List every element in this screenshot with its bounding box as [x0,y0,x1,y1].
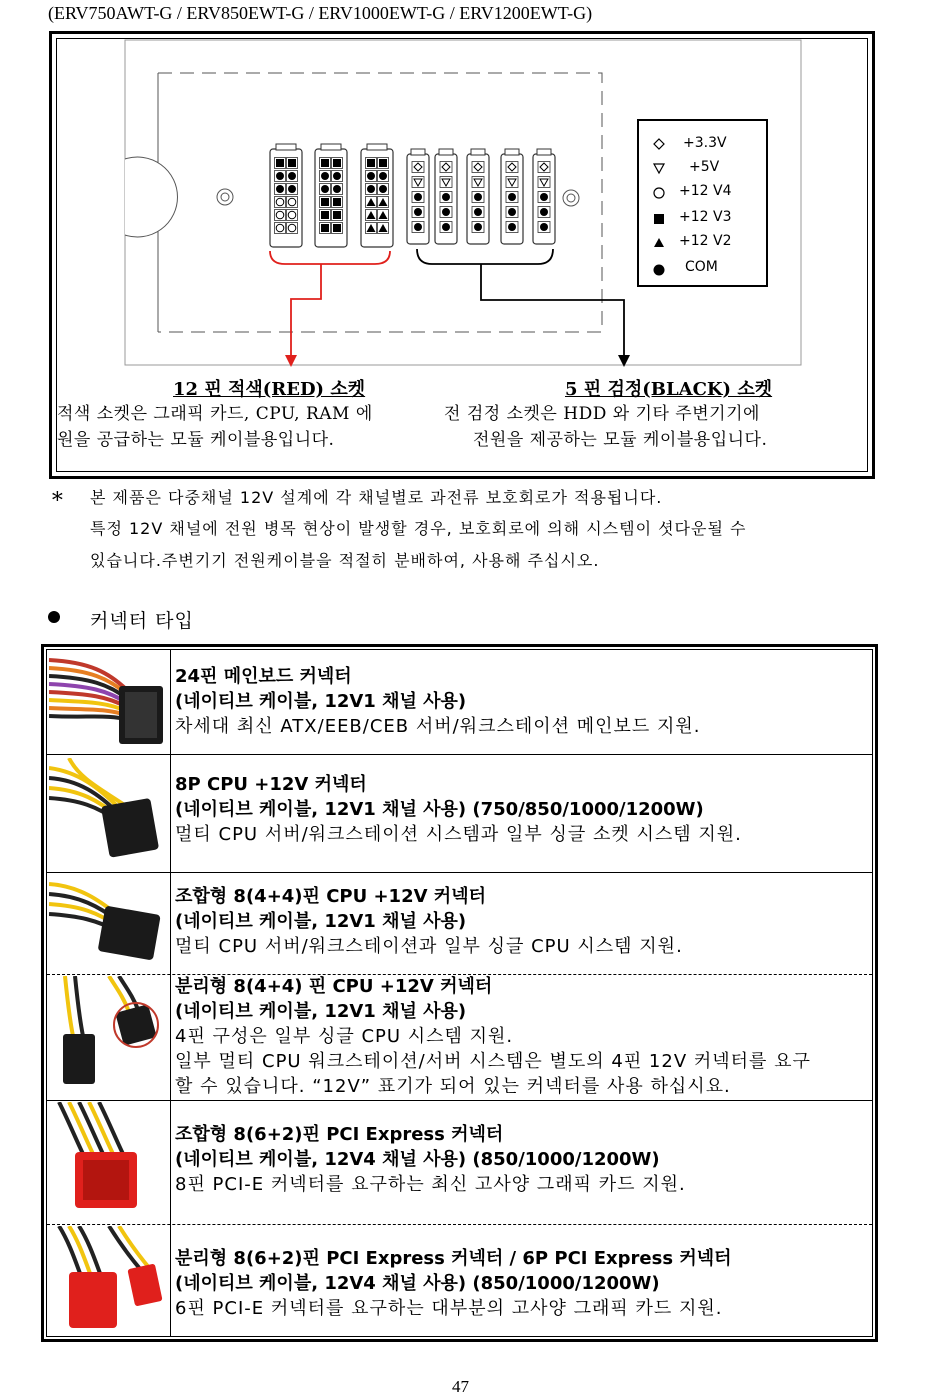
connector-subtitle: (네이티브 케이블, 12V1 채널 사용) [175,911,467,932]
connector-subtitle: (네이티브 케이블, 12V1 채널 사용) [175,691,467,712]
triangle-up-icon [654,238,664,247]
black-socket-title: 5 핀 검정(BLACK) 소켓 [565,379,773,400]
table-row [47,872,872,974]
red-socket-desc-1: 적색 소켓은 그래픽 카드, CPU, RAM 에 [57,404,373,424]
connector-desc: 차세대 최신 ATX/EEB/CEB 서버/워크스테이션 메인보드 지원. [175,716,701,737]
socket-diagram [49,31,875,479]
circle-filled-icon [654,265,665,276]
connector-subtitle: (네이티브 케이블, 12V1 채널 사용) [175,1001,467,1022]
connector-desc: 멀티 CPU 서버/워크스테이션과 일부 싱글 CPU 시스템 지원. [175,936,683,957]
connector-subtitle: (네이티브 케이블, 12V4 채널 사용) (850/1000/1200W) [175,1273,660,1294]
legend-label-12v2: +12 V2 [679,233,732,249]
connector-desc: 일부 멀티 CPU 워크스테이션/서버 시스템은 별도의 4핀 12V 커넥터를 요구 [175,1051,811,1072]
legend-label-12v4: +12 V4 [679,183,732,199]
square-filled-icon [654,214,664,224]
legend-box [637,119,768,287]
black-socket-desc-1: 전 검정 소켓은 HDD 와 기타 주변기기에 [444,404,760,424]
connector-desc: 6핀 PCI-E 커넥터를 요구하는 대부분의 고사양 그래픽 카드 지원. [175,1298,723,1319]
connector-desc: 4핀 구성은 일부 싱글 CPU 시스템 지원. [175,1026,514,1047]
connector-desc: 8핀 PCI-E 커넥터를 요구하는 최신 고사양 그래픽 카드 지원. [175,1174,686,1195]
triangle-down-icon [654,164,664,173]
connector-subtitle: (네이티브 케이블, 12V4 채널 사용) (850/1000/1200W) [175,1149,660,1170]
black-socket-desc-2: 전원을 제공하는 모듈 케이블용입니다. [473,430,768,450]
legend-label-12v3: +12 V3 [679,209,732,225]
section-title: 커넥터 타입 [90,610,194,632]
page-number: 47 [452,1377,469,1396]
note-asterisk: ∗ [50,484,65,509]
diamond-icon [654,139,664,149]
circle-open-icon [654,188,664,198]
note-line-3: 있습니다.주변기기 전원케이블을 적절히 분배하여, 사용해 주십시오. [90,551,600,570]
connector-split-pcie-icon [49,1226,167,1338]
connector-title: 분리형 8(4+4) 핀 CPU +12V 커넥터 [175,976,493,997]
legend-symbols [647,133,671,283]
legend-label-5v: +5V [689,159,720,175]
legend-label-3v3: +3.3V [683,135,727,151]
table-row [47,1224,872,1342]
table-row [47,1100,872,1224]
connector-title: 조합형 8(4+4)핀 CPU +12V 커넥터 [175,886,486,907]
connector-title: 조합형 8(6+2)핀 PCI Express 커넥터 [175,1124,504,1145]
connector-combo-cpu-icon [49,874,167,972]
connector-split-cpu-icon [49,976,167,1096]
section-bullet-icon [48,611,60,623]
connector-subtitle: (네이티브 케이블, 12V1 채널 사용) (750/850/1000/1200W) [175,799,704,820]
connector-desc: 멀티 CPU 서버/워크스테이션 시스템과 일부 싱글 소켓 시스템 지원. [175,824,742,845]
table-row [47,974,872,1100]
table-row [47,650,872,754]
note-line-2: 특정 12V 채널에 전원 병목 현상이 발생할 경우, 보호회로에 의해 시스템이 셧다운될 수 [90,519,747,538]
connector-title: 8P CPU +12V 커넥터 [175,774,367,795]
connector-table [41,644,878,1342]
connector-combo-pcie-icon [49,1102,167,1220]
red-socket-desc-2: 원을 공급하는 모듈 케이블용입니다. [57,430,335,450]
connector-title: 분리형 8(6+2)핀 PCI Express 커넥터 / 6P PCI Express 커넥터 [175,1248,732,1269]
connector-24pin-icon [49,652,167,750]
connector-title: 24핀 메인보드 커넥터 [175,666,352,687]
table-row [47,754,872,872]
red-socket-title: 12 핀 적색(RED) 소켓 [173,379,366,400]
note-line-1: 본 제품은 다중채널 12V 설계에 각 채널별로 과전류 보호회로가 적용됩니다. [90,488,663,507]
connector-desc: 할 수 있습니다. “12V” 표기가 되어 있는 커넥터를 사용 하십시요. [175,1076,731,1097]
legend-label-com: COM [685,259,718,275]
model-list: (ERV750AWT-G / ERV850EWT-G / ERV1000EWT-G / ERV1200EWT-G) [48,3,593,23]
connector-8p-cpu-icon [49,758,167,868]
